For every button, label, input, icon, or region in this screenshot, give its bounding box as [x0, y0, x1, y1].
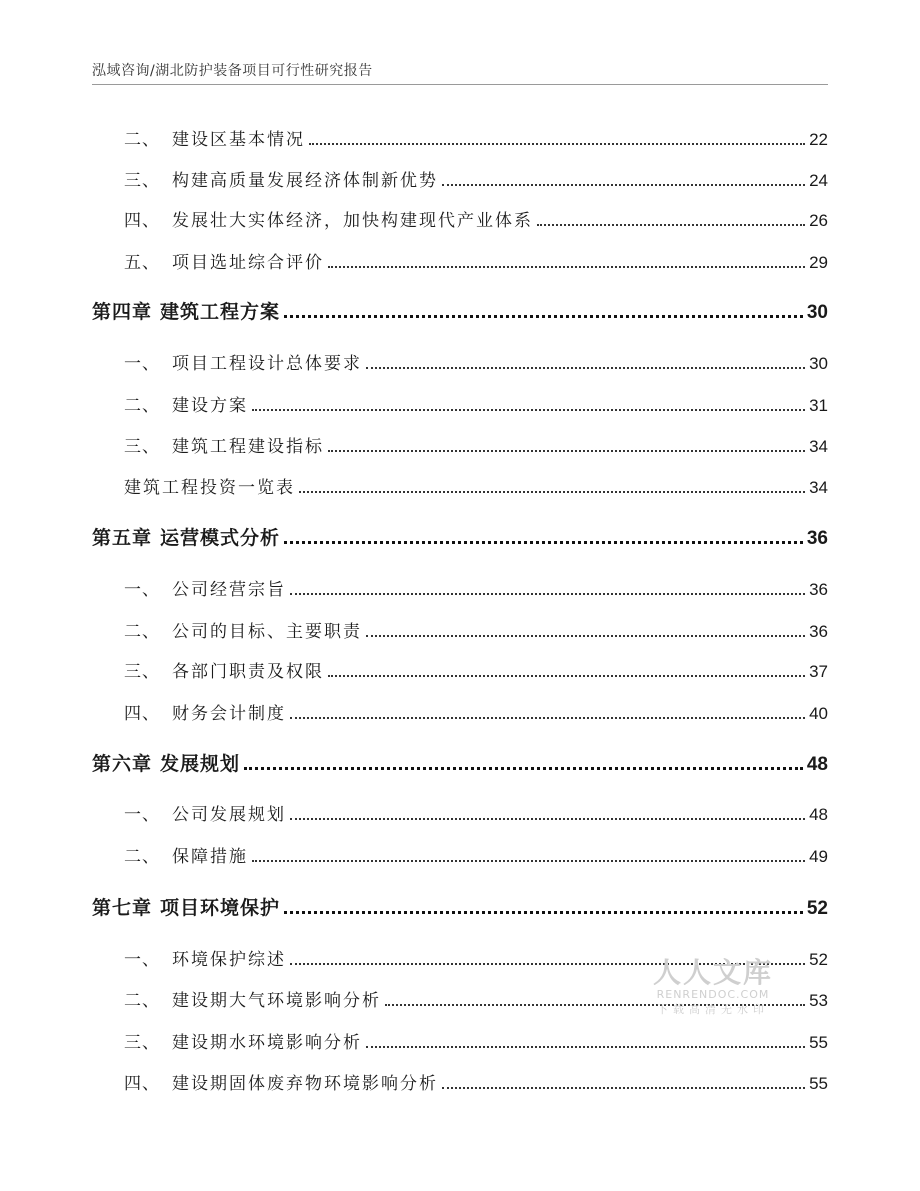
toc-entry-number: 二、	[124, 396, 160, 416]
toc-entry-title: 发展规划	[160, 753, 241, 775]
toc-entry-number: 第五章	[92, 527, 153, 549]
toc-entry-title: 构建高质量发展经济体制新优势	[172, 171, 438, 191]
toc-entry-title: 环境保护综述	[172, 950, 286, 970]
toc-entry-title: 建筑工程方案	[160, 301, 281, 323]
toc-page-number: 31	[809, 396, 828, 415]
toc-entry-number: 三、	[124, 437, 160, 457]
toc-page-number: 30	[809, 354, 828, 373]
toc-entry-number: 二、	[124, 991, 160, 1011]
toc-dot-leader	[366, 367, 805, 369]
toc-section-entry[interactable]	[124, 699, 828, 724]
toc-page-number: 55	[809, 1033, 828, 1052]
toc-entry-number: 二、	[124, 130, 160, 150]
toc-entry-title: 公司发展规划	[172, 805, 286, 825]
toc-section-entry[interactable]	[124, 473, 828, 498]
toc-page-number: 48	[806, 754, 828, 775]
toc-entry-title: 建筑工程投资一览表	[124, 478, 295, 498]
toc-section-entry[interactable]	[124, 391, 828, 416]
toc-dot-leader	[366, 635, 805, 637]
toc-entry-title: 建设期固体废弃物环境影响分析	[172, 1074, 438, 1094]
toc-page-number: 37	[809, 662, 828, 681]
watermark-logo: 人人文库	[652, 956, 773, 989]
toc-dot-leader	[309, 143, 805, 145]
toc-dot-leader	[290, 593, 805, 595]
toc-dot-leader	[442, 184, 805, 186]
toc-dot-leader	[244, 767, 803, 770]
toc-entry-number: 五、	[124, 253, 160, 273]
toc-section-entry[interactable]	[124, 617, 828, 642]
toc-entry-number: 第六章	[92, 753, 153, 775]
toc-dot-leader	[328, 675, 805, 677]
toc-page-number: 52	[809, 950, 828, 969]
toc-page-number: 34	[809, 478, 828, 497]
toc-entry-number: 三、	[124, 1033, 160, 1053]
toc-entry-number: 一、	[124, 950, 160, 970]
toc-page-number: 36	[809, 580, 828, 599]
toc-dot-leader	[290, 717, 805, 719]
toc-entry-number: 二、	[124, 847, 160, 867]
toc-chapter-entry[interactable]	[92, 523, 828, 550]
header-divider	[92, 84, 828, 85]
toc-section-entry[interactable]	[124, 432, 828, 457]
toc-section-entry[interactable]	[124, 206, 828, 231]
toc-dot-leader	[284, 315, 803, 318]
toc-entry-title: 项目选址综合评价	[172, 253, 324, 273]
toc-dot-leader	[442, 1087, 805, 1089]
toc-page-number: 36	[806, 528, 828, 549]
toc-page-number: 30	[806, 302, 828, 323]
toc-page-number: 48	[809, 805, 828, 824]
toc-dot-leader	[299, 491, 805, 493]
toc-entry-title: 财务会计制度	[172, 704, 286, 724]
toc-page-number: 24	[809, 171, 828, 190]
toc-dot-leader	[252, 860, 805, 862]
toc-page-number: 53	[809, 991, 828, 1010]
toc-entry-number: 四、	[124, 211, 160, 231]
toc-entry-number: 第四章	[92, 301, 153, 323]
toc-entry-title: 发展壮大实体经济，加快构建现代产业体系	[172, 211, 533, 231]
toc-page-number: 55	[809, 1074, 828, 1093]
toc-section-entry[interactable]	[124, 842, 828, 867]
toc-entry-title: 各部门职责及权限	[172, 662, 324, 682]
toc-entry-number: 第七章	[92, 897, 153, 919]
watermark-domain: RENRENDOC.COM	[656, 988, 770, 1001]
watermark	[648, 958, 778, 1018]
toc-entry-title: 项目工程设计总体要求	[172, 354, 362, 374]
toc-entry-title: 建设期水环境影响分析	[172, 1033, 362, 1053]
toc-section-entry[interactable]	[124, 575, 828, 600]
toc-section-entry[interactable]	[124, 248, 828, 273]
toc-dot-leader	[366, 1046, 805, 1048]
toc-page-number: 29	[809, 253, 828, 272]
toc-entry-title: 建设方案	[172, 396, 248, 416]
toc-entry-number: 二、	[124, 622, 160, 642]
toc-entry-title: 项目环境保护	[160, 897, 281, 919]
toc-dot-leader	[537, 224, 805, 226]
toc-section-entry[interactable]	[124, 125, 828, 150]
toc-entry-title: 建筑工程建设指标	[172, 437, 324, 457]
toc-section-entry[interactable]	[124, 166, 828, 191]
toc-dot-leader	[290, 818, 805, 820]
toc-entry-title: 公司经营宗旨	[172, 580, 286, 600]
toc-page-number: 26	[809, 211, 828, 230]
toc-page-number: 36	[809, 622, 828, 641]
toc-entry-title: 保障措施	[172, 847, 248, 867]
toc-entry-number: 四、	[124, 704, 160, 724]
watermark-subtitle: 下载高清无水印	[657, 1003, 769, 1016]
toc-page-number: 40	[809, 704, 828, 723]
toc-entry-title: 建设期大气环境影响分析	[172, 991, 381, 1011]
toc-section-entry[interactable]	[124, 800, 828, 825]
toc-dot-leader	[284, 541, 803, 544]
toc-dot-leader	[328, 450, 805, 452]
toc-section-entry[interactable]	[124, 349, 828, 374]
toc-page-number: 52	[806, 898, 828, 919]
toc-entry-title: 公司的目标、主要职责	[172, 622, 362, 642]
toc-dot-leader	[328, 266, 805, 268]
toc-section-entry[interactable]	[124, 1069, 828, 1094]
toc-page-number: 49	[809, 847, 828, 866]
toc-entry-number: 一、	[124, 580, 160, 600]
toc-chapter-entry[interactable]	[92, 297, 828, 324]
toc-entry-title: 运营模式分析	[160, 527, 281, 549]
toc-entry-number: 三、	[124, 171, 160, 191]
toc-entry-number: 一、	[124, 354, 160, 374]
toc-page-number: 22	[809, 130, 828, 149]
toc-dot-leader	[284, 911, 803, 914]
toc-page-number: 34	[809, 437, 828, 456]
toc-section-entry[interactable]	[124, 1028, 828, 1053]
toc-chapter-entry[interactable]	[92, 893, 828, 920]
toc-section-entry[interactable]	[124, 657, 828, 682]
toc-entry-number: 三、	[124, 662, 160, 682]
toc-dot-leader	[252, 409, 805, 411]
toc-entry-title: 建设区基本情况	[172, 130, 305, 150]
toc-chapter-entry[interactable]	[92, 749, 828, 776]
toc-entry-number: 四、	[124, 1074, 160, 1094]
running-header: 泓域咨询/湖北防护装备项目可行性研究报告	[92, 63, 373, 79]
toc-entry-number: 一、	[124, 805, 160, 825]
